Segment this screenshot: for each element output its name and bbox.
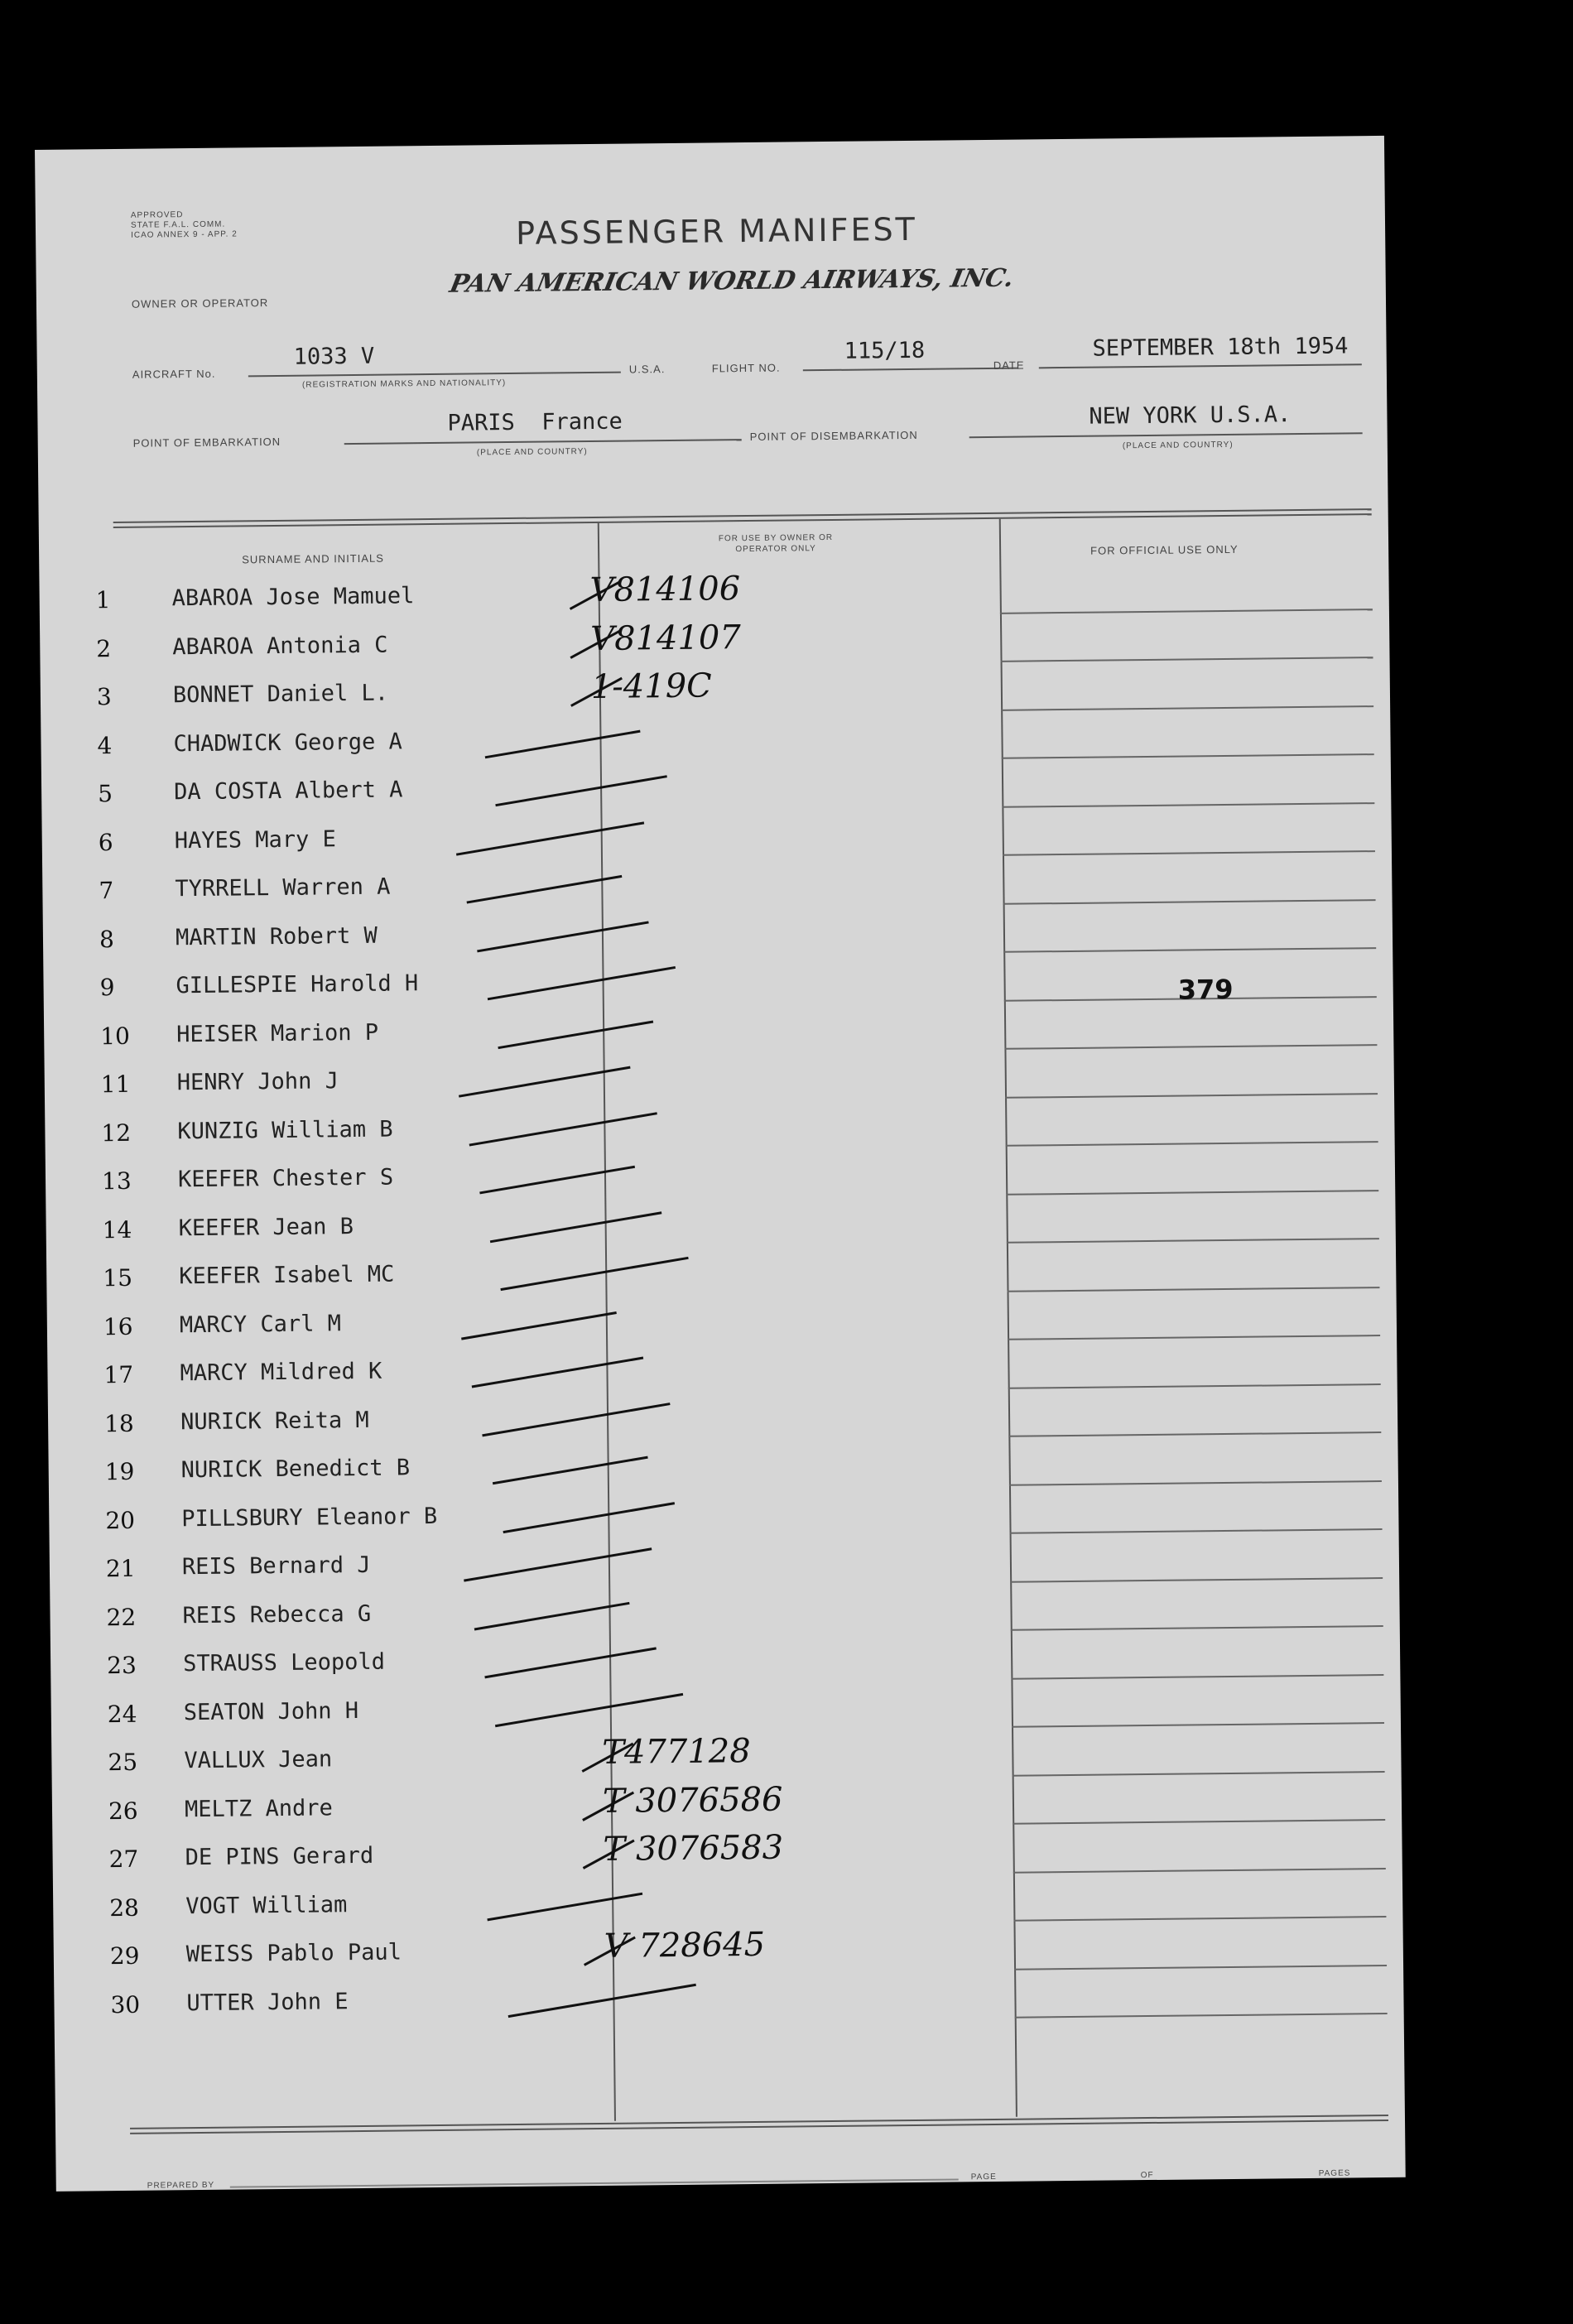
column-header-owner: FOR USE BY OWNER OR OPERATOR ONLY bbox=[718, 532, 834, 555]
operator-code: T 3076583 bbox=[603, 1828, 784, 1869]
operator-code: V814106 bbox=[589, 570, 741, 610]
check-mark bbox=[488, 966, 676, 1000]
passenger-number: 1 bbox=[95, 586, 111, 614]
embark-caption: (PLACE AND COUNTRY) bbox=[476, 447, 588, 458]
passenger-name: REIS Bernard J bbox=[181, 1552, 371, 1581]
passenger-name: HAYES Mary E bbox=[174, 825, 336, 854]
passenger-number: 22 bbox=[106, 1603, 137, 1631]
disembark-label: POINT OF DISEMBARKATION bbox=[749, 428, 918, 443]
passenger-number: 21 bbox=[105, 1554, 136, 1583]
date-label: DATE bbox=[993, 358, 1025, 372]
column-header-surname: SURNAME AND INITIALS bbox=[242, 551, 384, 566]
row-rule bbox=[1007, 1287, 1379, 1292]
check-mark bbox=[493, 1456, 648, 1485]
embark-underline bbox=[344, 439, 742, 445]
operator-code: V814107 bbox=[589, 618, 742, 658]
row-rule bbox=[1008, 1431, 1381, 1437]
check-mark bbox=[485, 729, 641, 758]
check-mark bbox=[459, 1066, 631, 1098]
passenger-name: TYRRELL Warren A bbox=[175, 873, 391, 902]
check-mark bbox=[487, 1892, 642, 1921]
row-rule bbox=[1010, 1528, 1383, 1534]
check-mark bbox=[461, 1311, 617, 1340]
passenger-name: REIS Rebecca G bbox=[182, 1600, 372, 1629]
check-mark bbox=[479, 1166, 635, 1195]
row-rule bbox=[1011, 1625, 1383, 1631]
passenger-number: 15 bbox=[103, 1263, 133, 1292]
passenger-number: 12 bbox=[101, 1119, 132, 1147]
passenger-name: BONNET Daniel L. bbox=[172, 680, 389, 709]
usa-label: U.S.A. bbox=[628, 363, 666, 376]
passenger-number: 23 bbox=[107, 1651, 137, 1680]
passenger-number: 7 bbox=[99, 877, 114, 905]
row-rule bbox=[1003, 947, 1376, 953]
check-mark bbox=[498, 1020, 653, 1049]
check-mark bbox=[484, 1647, 657, 1678]
check-mark bbox=[495, 775, 667, 806]
passenger-number: 10 bbox=[100, 1022, 131, 1050]
row-rule bbox=[1011, 1674, 1383, 1680]
pages-label: PAGES bbox=[1318, 2168, 1351, 2178]
disembark-caption: (PLACE AND COUNTRY) bbox=[1122, 440, 1234, 451]
page-title: PASSENGER MANIFEST bbox=[515, 210, 918, 252]
page-label: PAGE bbox=[970, 2172, 997, 2182]
check-mark bbox=[503, 1502, 675, 1533]
manifest-sheet bbox=[35, 136, 1406, 2192]
company-name: PAN AMERICAN WORLD AIRWAYS, INC. bbox=[447, 263, 1017, 299]
passenger-name: SEATON John H bbox=[183, 1697, 359, 1725]
row-rule bbox=[1013, 1868, 1386, 1874]
passenger-number: 16 bbox=[103, 1312, 133, 1340]
passenger-name: NURICK Benedict B bbox=[180, 1455, 411, 1484]
passenger-name: ABAROA Antonia C bbox=[172, 632, 388, 660]
operator-code: V 728645 bbox=[604, 1925, 766, 1966]
passenger-name: CHADWICK George A bbox=[173, 728, 403, 757]
passenger-name: KEEFER Jean B bbox=[178, 1213, 354, 1241]
check-mark bbox=[482, 1403, 670, 1436]
flight-underline bbox=[803, 368, 1018, 372]
row-rule bbox=[1000, 609, 1373, 614]
row-rule bbox=[1005, 1093, 1378, 1099]
row-rule bbox=[1012, 1722, 1384, 1728]
passenger-name: ABAROA Jose Mamuel bbox=[171, 583, 415, 612]
row-rule bbox=[1008, 1383, 1381, 1389]
passenger-number: 6 bbox=[98, 828, 113, 856]
passenger-name: WEISS Pablo Paul bbox=[185, 1939, 402, 1968]
passenger-number: 26 bbox=[108, 1797, 138, 1825]
disembark-underline bbox=[969, 432, 1363, 438]
row-rule bbox=[1008, 1335, 1380, 1340]
passenger-name: HEISER Marion P bbox=[176, 1019, 379, 1047]
passenger-number: 18 bbox=[103, 1409, 134, 1437]
operator-code: T477128 bbox=[602, 1732, 751, 1772]
disembark-value: NEW YORK U.S.A. bbox=[1089, 402, 1292, 430]
passenger-name: DE PINS Gerard bbox=[185, 1842, 374, 1871]
passenger-number: 30 bbox=[110, 1990, 141, 2018]
row-rule bbox=[1006, 1141, 1378, 1147]
passenger-number: 17 bbox=[103, 1360, 134, 1389]
date-value: SEPTEMBER 18th 1954 bbox=[1092, 333, 1349, 362]
passenger-number: 3 bbox=[96, 683, 112, 711]
check-mark bbox=[495, 1692, 683, 1726]
check-mark bbox=[490, 1211, 662, 1243]
row-rule bbox=[1002, 802, 1374, 808]
passenger-name: HENRY John J bbox=[176, 1068, 339, 1096]
passenger-name: KUNZIG William B bbox=[177, 1116, 393, 1144]
passenger-name: STRAUSS Leopold bbox=[182, 1648, 386, 1677]
passenger-name: MARCY Mildred K bbox=[180, 1358, 382, 1387]
passenger-number: 5 bbox=[97, 780, 113, 808]
passenger-number: 24 bbox=[107, 1700, 137, 1728]
passenger-name: VOGT William bbox=[185, 1891, 348, 1919]
check-mark bbox=[500, 1257, 688, 1291]
official-mark: 379 bbox=[1177, 973, 1234, 1006]
passenger-number: 25 bbox=[108, 1748, 138, 1777]
passenger-name: DA COSTA Albert A bbox=[173, 777, 403, 806]
row-rule bbox=[1002, 753, 1374, 759]
of-label: OF bbox=[1140, 2170, 1154, 2181]
passenger-number: 20 bbox=[105, 1506, 136, 1534]
flight-label: FLIGHT NO. bbox=[711, 361, 781, 375]
passenger-name: PILLSBURY Eleanor B bbox=[181, 1503, 438, 1532]
row-rule bbox=[1001, 657, 1373, 662]
passenger-number: 9 bbox=[99, 974, 115, 1002]
column-header-official: FOR OFFICIAL USE ONLY bbox=[1090, 542, 1239, 557]
passenger-name: MARCY Carl M bbox=[179, 1310, 342, 1338]
operator-code: 1-419C bbox=[590, 666, 712, 706]
row-rule bbox=[1003, 899, 1376, 905]
passenger-number: 19 bbox=[104, 1457, 135, 1486]
check-mark bbox=[472, 1357, 644, 1388]
flight-value: 115/18 bbox=[844, 337, 926, 364]
prepared-by-label: PREPARED BY bbox=[147, 2180, 215, 2191]
passenger-number: 14 bbox=[102, 1215, 132, 1244]
registration-caption: (REGISTRATION MARKS AND NATIONALITY) bbox=[301, 378, 507, 390]
prepared-by-underline bbox=[230, 2178, 959, 2187]
check-mark bbox=[464, 1547, 652, 1581]
owner-label: OWNER OR OPERATOR bbox=[131, 296, 269, 310]
row-rule bbox=[1010, 1577, 1383, 1583]
passenger-number: 8 bbox=[99, 925, 114, 953]
passenger-number: 2 bbox=[96, 634, 112, 662]
passenger-name: MARTIN Robert W bbox=[175, 922, 378, 950]
embark-value: PARIS France bbox=[447, 408, 623, 436]
passenger-name: KEEFER Chester S bbox=[177, 1164, 394, 1193]
row-rule bbox=[1006, 1190, 1378, 1196]
check-mark bbox=[474, 1601, 630, 1630]
passenger-name: MELTZ Andre bbox=[184, 1794, 333, 1822]
passenger-list bbox=[39, 566, 1404, 2129]
check-mark bbox=[467, 875, 623, 904]
row-rule bbox=[1003, 850, 1375, 856]
passenger-name: KEEFER Isabel MC bbox=[179, 1261, 395, 1290]
row-rule bbox=[1015, 2013, 1388, 2018]
embark-label: POINT OF EMBARKATION bbox=[132, 435, 281, 450]
passenger-number: 11 bbox=[100, 1070, 131, 1099]
passenger-name: GILLESPIE Harold H bbox=[176, 970, 419, 999]
passenger-number: 27 bbox=[108, 1845, 139, 1874]
passenger-number: 4 bbox=[97, 731, 113, 759]
check-mark bbox=[456, 821, 644, 855]
check-mark bbox=[469, 1112, 657, 1146]
passenger-number: 13 bbox=[101, 1167, 132, 1196]
row-rule bbox=[1007, 1238, 1379, 1244]
aircraft-label: AIRCRAFT No. bbox=[132, 367, 216, 381]
passenger-name: UTTER John E bbox=[186, 1988, 349, 2016]
row-rule bbox=[1013, 1771, 1385, 1777]
aircraft-value: 1033 V bbox=[293, 343, 375, 370]
passenger-name: NURICK Reita M bbox=[180, 1407, 369, 1435]
row-rule bbox=[1013, 1916, 1386, 1922]
operator-code: T 3076586 bbox=[602, 1780, 783, 1821]
row-rule bbox=[1001, 705, 1373, 711]
passenger-number: 29 bbox=[109, 1941, 140, 1970]
approval-stamp: APPROVED STATE F.A.L. COMM. ICAO ANNEX 9 - APP. 2 bbox=[130, 210, 238, 240]
row-rule bbox=[1009, 1480, 1382, 1486]
row-rule bbox=[1014, 1965, 1387, 1970]
check-mark bbox=[477, 921, 649, 952]
passenger-number: 28 bbox=[109, 1893, 140, 1922]
passenger-name: VALLUX Jean bbox=[184, 1746, 333, 1774]
row-rule bbox=[1013, 1819, 1385, 1825]
row-rule bbox=[1004, 1044, 1377, 1050]
check-mark bbox=[508, 1983, 696, 2017]
date-underline bbox=[1039, 363, 1362, 368]
aircraft-underline bbox=[248, 372, 621, 378]
